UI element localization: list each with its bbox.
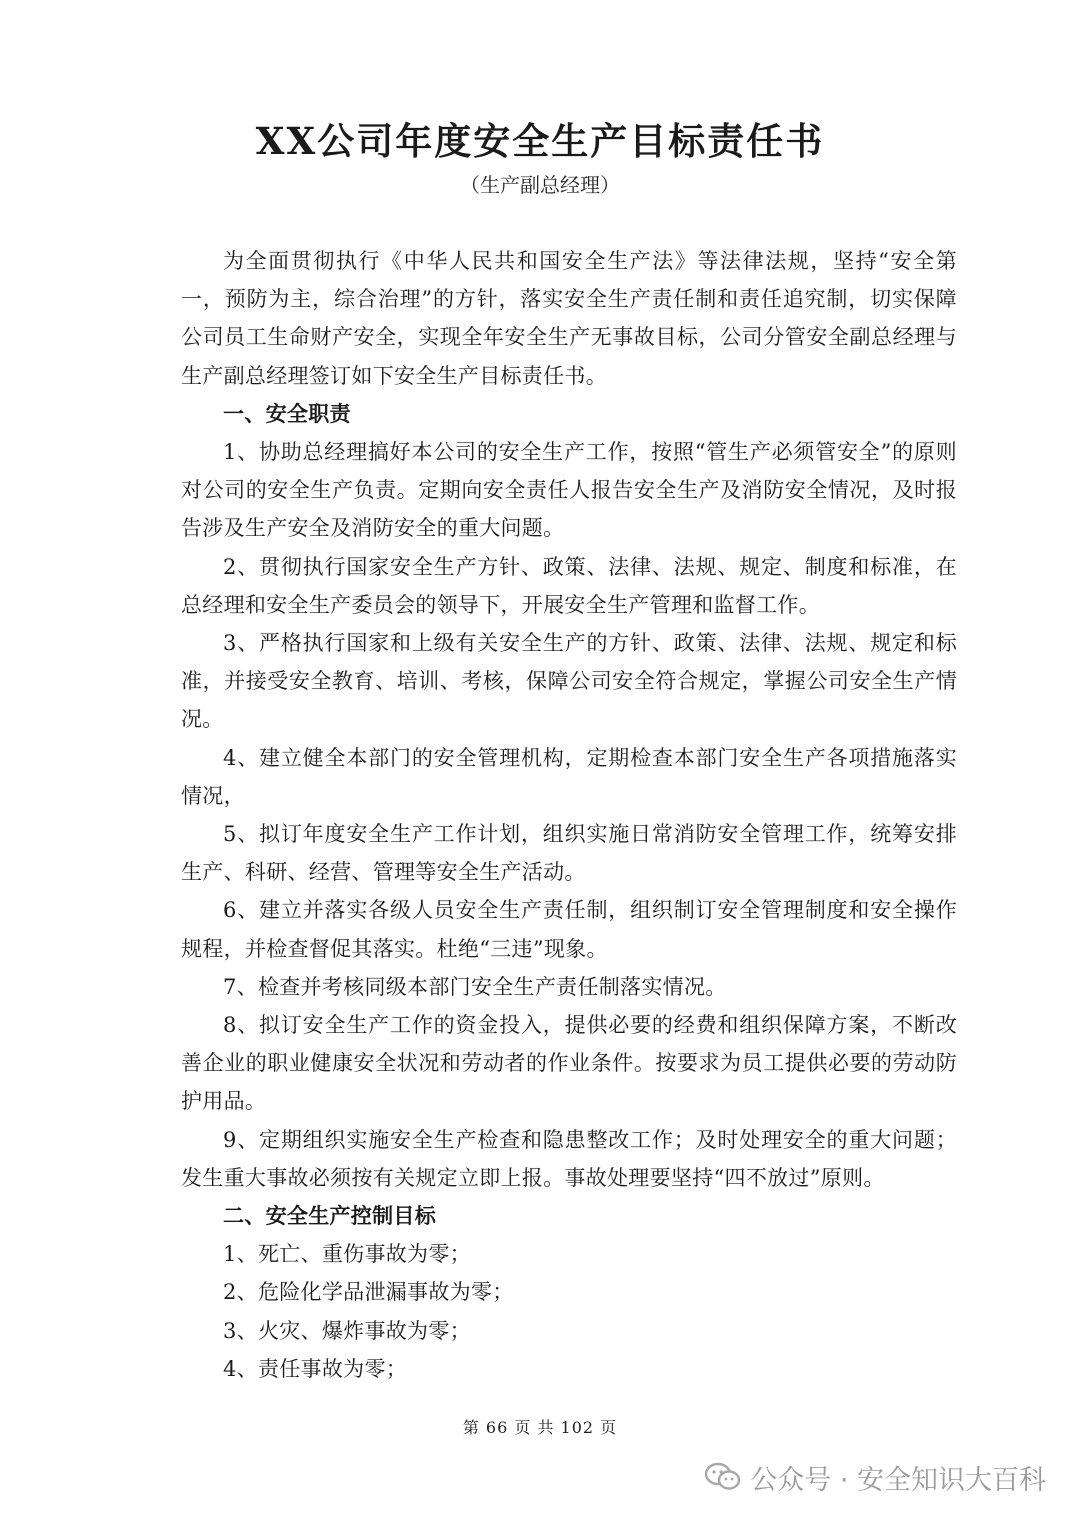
document-title: XX公司年度安全生产目标责任书 [255,119,825,163]
paragraph-duty-1: 1、协助总经理搞好本公司的安全生产工作，按照“管生产必须管安全”的原则对公司的安全生产负责。定期向安全责任人报告安全生产及消防安全情况，及时报告涉及生产安全及消防安全的重大问题。 [181,440,957,541]
paragraph-target-4: 4、责任事故为零； [223,1356,408,1381]
paragraph-duty-3: 3、严格执行国家和上级有关安全生产的方针、政策、法律、法规、规定和标准，并接受安全教育、培训、考核，保障公司安全符合规定，掌握公司安全生产情况。 [181,631,957,732]
paragraph-target-2: 2、危险化学品泄漏事故为零； [223,1280,514,1305]
watermark-text: 公众号 · 安全知识大百科 [750,1464,1046,1496]
watermark [704,1457,1046,1497]
section-heading-targets: 二、安全生产控制目标 [223,1203,436,1229]
paragraph-target-1: 1、死亡、重伤事故为零； [223,1242,471,1267]
paragraph-duty-7: 7、检查并考核同级本部门安全生产责任制落实情况。 [223,974,727,999]
paragraph-duty-9: 9、定期组织实施安全生产检查和隐患整改工作；及时处理安全的重大问题；发生重大事故必须按有关规定立即上报。事故处理要坚持“四不放过”原则。 [181,1127,957,1190]
paragraph-duty-5: 5、拟订年度安全生产工作计划，组织实施日常消防安全管理工作，统筹安排生产、科研、经营、管理等安全生产活动。 [181,822,957,885]
paragraph-duty-4: 4、建立健全本部门的安全管理机构，定期检查本部门安全生产各项措施落实情况， [181,745,957,808]
paragraph-duty-2: 2、贯彻执行国家安全生产方针、政策、法律、法规、规定、制度和标准，在总经理和安全生产委员会的领导下，开展安全生产管理和监督工作。 [181,554,957,617]
paragraph-target-3: 3、火灾、爆炸事故为零； [223,1318,471,1343]
section-heading-duties: 一、安全职责 [223,400,351,426]
wechat-icon [704,1461,742,1493]
document-subtitle: （生产副总经理） [460,173,620,197]
paragraph-duty-8: 8、拟订安全生产工作的资金投入，提供必要的经费和组织保障方案，不断改善企业的职业健康安全状况和劳动者的作业条件。按要求为员工提供必要的劳动防护用品。 [181,1013,957,1114]
paragraph-intro: 为全面贯彻执行《中华人民共和国安全生产法》等法律法规，坚持“安全第一，预防为主，综合治理”的方针，落实安全生产责任制和责任追究制，切实保障公司员工生命财产安全，实现全年安全生产无事故目标，公司分管安全副总经理与生产副总经理签订如下安全生产目标责任书。 [181,249,957,388]
page-footer: 第 66 页 共 102 页 [462,1418,618,1437]
paragraph-duty-6: 6、建立并落实各级人员安全生产责任制，组织制订安全管理制度和安全操作规程，并检查督促其落实。杜绝“三违”现象。 [181,898,957,961]
document-body [181,242,957,1388]
